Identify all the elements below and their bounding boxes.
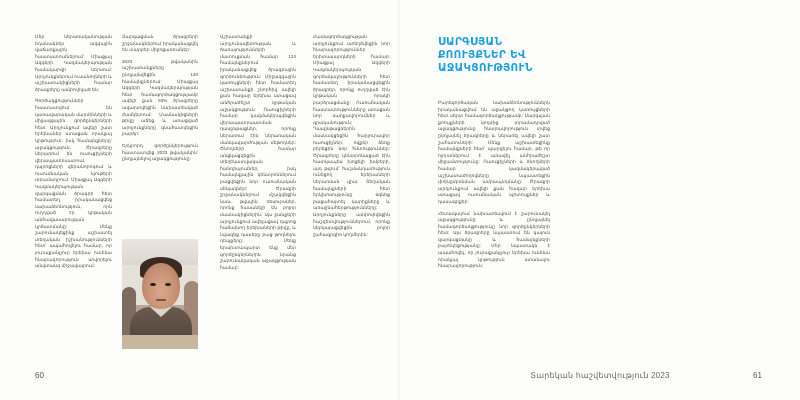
page-number-right: 61	[753, 371, 762, 380]
paragraph: Զարգացման ծրագրերի շրջանակներում իրականացվել են տարբեր միջոցառումներ:	[122, 34, 198, 53]
paragraph: Գործակցություններ հաստատվում են կառավարական մարմինների և միջազգային գործընկերների հետ: Արդյունքում ավելի շատ երեխաներ ստացան որակյալ կրթություն, իսկ համայնքները՝ աջակցություն: Ծրագրերը ներառում են ուսուցիչների վերապատրաստում, դպրոցների վերանորոգում և ուսումնական նյութերի տրամադրում: Միացյալ Ազգերի Կազմակերպության զարգացման ծրագրի հետ համատեղ իրականացվեց նախաձեռնություն, որն ուղղված էր կրթական անհավասարության կրճատմանը: Մենք շարունակեցինք աշխատել տեղական իշխանությունների հետ՝ ապահովելու համար, որ յուրաքանչյուր երեխա ունենա հնարավորություն սովորելու անվտանգ միջավայրում:	[35, 98, 112, 269]
footer-title: Տարեկան հաշվետվություն 2023	[530, 371, 670, 380]
paragraph: Երկրորդ գործընկերություն հաստատվեց 2023 թվականին՝ ընդլայնելով աջակցությունը:	[122, 142, 198, 162]
paragraph: Բարեգործական նախաձեռնություններն իրականացվում են աջակցող կառույցների հետ սերտ համագործակցությամբ: Սարգսյան քոույքների կողմից տրամադրված աջակցությունը հնարավորություն տվեց ընդլայնել ծրագրերը և ներառել ավելի շատ շահառուների: Մենք աշխատեցինք համայնքների հետ՝ պարզելու համար, թե որ ոլորտներում է առավել անհրաժեշտ միջամտությունը: Ուսուցիչների և ծնողների համար կազմակերպված աշխատաժողովները նպաստեցին փոխըմբռնման ամրապնդմանը: Ծրագրի արդյունքում ավելի քան հազար երեխա ստացավ ուսումնական պիտույքներ և դասագրքեր:	[438, 100, 550, 204]
photo-mouth	[156, 299, 166, 301]
text-column-5	[438, 100, 550, 340]
page-number-left: 60	[35, 371, 44, 380]
photo-desk	[122, 335, 198, 349]
section-heading: ՍԱՐԳՍՅԱՆ ՔՈՈՒՅՔՆԵՐ ԵՎ ԱՋԱԿՑՈՒԹՅՈՒՆ	[438, 36, 533, 74]
text-column-2	[122, 34, 198, 234]
text-column-4	[313, 34, 390, 334]
photo-eye	[165, 283, 171, 286]
student-classroom-photo	[122, 239, 198, 349]
paragraph: 2023 թվականին աշխատանքները ընդլայնվեցին 130 համայնքներում: Միացյալ Ազգերի Կազմակերպության հետ համագործակցությամբ ավելի քան 93% ծրագրերը ավարտվեցին նախատեսված ժամկետում: Մասնակիցների թիվը աճեց, և ստացված արդյունքները գնահատվեցին բարձր:	[122, 58, 198, 137]
photo-eye	[150, 283, 156, 286]
text-column-3	[220, 34, 296, 334]
paragraph: Մեր ներառականության եղանակներ ազգային վաճառքային հաստատումներում՝ Միացյալ Ազգերի Կազմակերպության համակարգի ներսում: Արդյունքներում ուսանողների և աշխատակիցների համար ծրագրերը ամփոփված են:	[35, 34, 112, 92]
paragraph: Համագործակցության արդյունքում ստեղծվեցին նոր հնարավորություններ երիտասարդների համար: Միացյալ Ազգերի Կազմակերպության գործակալությունների հետ համատեղ իրականացվեցին ծրագրեր, որոնք ուղղված էին կրթական որակի բարձրացմանը: Ուսումնական հաստատությունները ստացան նոր սարքավորումներ և գրականություն: Դասընթացներին մասնակցեցին հարյուրավոր ուսուցիչներ, ովքեր ձեռք բերեցին նոր հմտություններ: Ծրագրերը կենտրոնացած էին հատկապես խոցելի խմբերի, այդ թվում՝ հաշմանդամություն ունեցող երեխաների ներառման վրա: Տեղական համայնքների հետ երկխոսությունը օգնեց բացահայտել կարիքները և առաջնահերթությունները: Արդյունքները ամփոփվեցին հաշվետվություններում, որոնք ներկայացվեցին բոլոր շահագրգիռ կողմերին:	[313, 34, 390, 237]
paragraph: Հետագայում նախատեսվում է շարունակել աջակցությունը և ընդլայնել համագործակցությունը նոր գործընկերների հետ: Այս ծրագրերը նպաստում են կայուն զարգացմանը և համայնքների բարեկեցությանը: Մեր նպատակն է ապահովել, որ յուրաքանչյուր երեխա ունենա որակյալ կրթություն ստանալու հնարավորություն:	[438, 210, 550, 269]
text-column-1	[35, 34, 112, 334]
paragraph: Աշխատանքի արդյունավետության և ծառայությունների մատուցման համար 124 համայնքներում իրականացվեց ծրագրային գործունեություն: Միջազգային կառույցների հետ համատեղ աշխատանքի շնորհիվ ավելի քան հազար երեխա ստացավ անհրաժեշտ կրթական աջակցություն: Ուսուցիչների համար կազմակերպվեցին վերապատրաստման դասընթացներ, որոնք ներառում էին ներառական մանկավարժության մեթոդներ: Ծնողների համար անցկացվեցին տեղեկատվական հանդիպումներ, իսկ համայնքային կենտրոններում բացվեցին նոր ուսումնական սենյակներ: Ծրագրի շրջանակներում մշակվեցին նաև թվային ռեսուրսներ, որոնք հասանելի են բոլոր մասնակիցներին: Այս ջանքերի արդյունքում ավելացավ դպրոց հաճախող երեխաների թիվը, և նվազեց դասերը բաց թողնելու դեպքերը: Մենք երախտապարտ ենք մեր գործընկերներին նրանց շարունակական աջակցության համար:	[220, 34, 296, 270]
photo-student-face	[142, 263, 180, 309]
